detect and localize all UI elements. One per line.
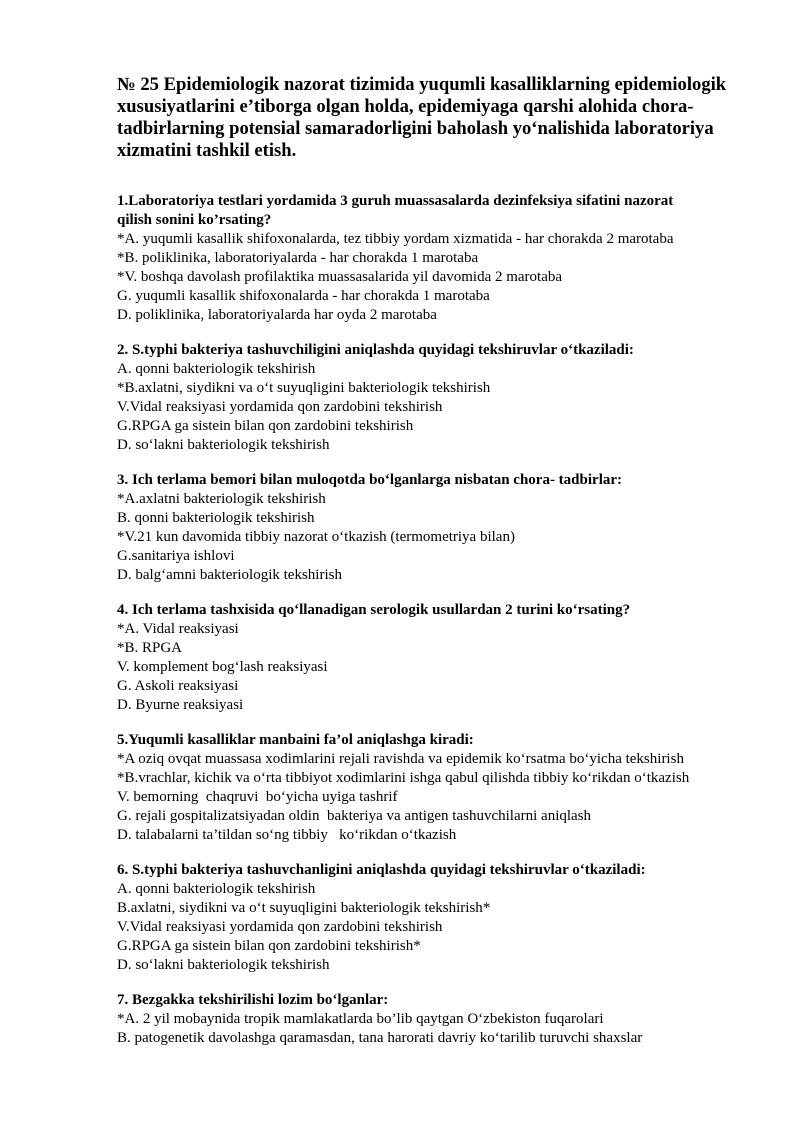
answer-options xyxy=(117,490,757,585)
answer-option: *A oziq ovqat muassasa xodimlarini rejali ravishda va epidemik ko‘rsatma bo‘yicha tekshirish xyxy=(117,751,684,767)
question-block xyxy=(117,731,757,845)
question-text: 6. S.typhi bakteriya tashuvchanligini aniqlashda quyidagi tekshiruvlar o‘tkaziladi: xyxy=(117,862,646,878)
question-block xyxy=(117,861,757,975)
answer-option: V.Vidal reaksiyasi yordamida qon zardobini tekshirish xyxy=(117,919,443,935)
answer-option: A. qonni bakteriologik tekshirish xyxy=(117,881,316,897)
answer-option: *B. RPGA xyxy=(117,640,183,656)
answer-option: D. poliklinika, laboratoriyalarda har oyda 2 marotaba xyxy=(117,307,437,323)
answer-options xyxy=(117,360,757,455)
question-block xyxy=(117,341,757,455)
question-text: 3. Ich terlama bemori bilan muloqotda bo‘lganlarga nisbatan chora- tadbirlar: xyxy=(117,472,623,488)
answer-option: B. patogenetik davolashga qaramasdan, tana harorati davriy ko‘tarilib turuvchi shaxslar xyxy=(117,1030,643,1046)
answer-option: A. qonni bakteriologik tekshirish xyxy=(117,361,316,377)
question-text: 7. Bezgakka tekshirilishi lozim bo‘lganlar: xyxy=(117,992,389,1008)
answer-option: V.Vidal reaksiyasi yordamida qon zardobini tekshirish xyxy=(117,399,443,415)
answer-options xyxy=(117,230,757,325)
question-block xyxy=(117,601,757,715)
answer-option: *V.21 kun davomida tibbiy nazorat o‘tkazish (termometriya bilan) xyxy=(117,529,515,545)
answer-option: *V. boshqa davolash profilaktika muassasalarida yil davomida 2 marotaba xyxy=(117,269,563,285)
answer-option: *A. yuqumli kasallik shifoxonalarda, tez tibbiy yordam xizmatida - har chorakda 2 marotaba xyxy=(117,231,674,247)
answer-option: G. Askoli reaksiyasi xyxy=(117,678,239,694)
answer-option: V. komplement bog‘lash reaksiyasi xyxy=(117,659,328,675)
answer-option: D. talabalarni ta’tildan so‘ng tibbiy ko‘rikdan o‘tkazish xyxy=(117,827,457,843)
question-list xyxy=(117,192,757,1048)
answer-option: *A. Vidal reaksiyasi xyxy=(117,621,239,637)
answer-option: *A.axlatni bakteriologik tekshirish xyxy=(117,491,326,507)
answer-option: *B.vrachlar, kichik va o‘rta tibbiyot xodimlarini ishga qabul qilishda tibbiy ko‘rikdan o‘tkazish xyxy=(117,770,690,786)
answer-options xyxy=(117,880,757,975)
answer-options xyxy=(117,750,757,845)
question-text: 1.Laboratoriya testlari yordamida 3 guruh muassasalarda dezinfeksiya sifatini nazorat qilish sonini ko’rsating? xyxy=(117,193,674,228)
answer-option: G.sanitariya ishlovi xyxy=(117,548,235,564)
answer-option: G. yuqumli kasallik shifoxonalarda - har chorakda 1 marotaba xyxy=(117,288,490,304)
document-title: № 25 Epidemiologik nazorat tizimida yuqumli kasalliklarning epidemiologik xususiyatlarini e’tiborga olgan holda, epidemiyaga qarshi alohida chora- tadbirlarning potensial samaradorligini baholash yo‘nalishida laboratoriya xizmatini tashkil etish. xyxy=(117,74,727,161)
question-block xyxy=(117,991,757,1048)
question-block xyxy=(117,471,757,585)
answer-option: *B. poliklinika, laboratoriyalarda - har chorakda 1 marotaba xyxy=(117,250,479,266)
answer-option: D. balg‘amni bakteriologik tekshirish xyxy=(117,567,342,583)
answer-option: G.RPGA ga sistein bilan qon zardobini tekshirish* xyxy=(117,938,421,954)
question-text: 2. S.typhi bakteriya tashuvchiligini aniqlashda quyidagi tekshiruvlar o‘tkaziladi: xyxy=(117,342,634,358)
answer-option: G. rejali gospitalizatsiyadan oldin bakteriya va antigen tashuvchilarni aniqlash xyxy=(117,808,592,824)
answer-option: B. qonni bakteriologik tekshirish xyxy=(117,510,315,526)
answer-option: G.RPGA ga sistein bilan qon zardobini tekshirish xyxy=(117,418,414,434)
document-page xyxy=(117,74,757,1064)
question-block xyxy=(117,192,757,325)
question-text: 5.Yuqumli kasalliklar manbaini fa’ol aniqlashga kiradi: xyxy=(117,732,474,748)
answer-option: B.axlatni, siydikni va o‘t suyuqligini bakteriologik tekshirish* xyxy=(117,900,491,916)
answer-option: V. bemorning chaqruvi bo‘yicha uyiga tashrif xyxy=(117,789,398,805)
answer-option: D. so‘lakni bakteriologik tekshirish xyxy=(117,957,330,973)
answer-option: *B.axlatni, siydikni va o‘t suyuqligini bakteriologik tekshirish xyxy=(117,380,491,396)
question-text: 4. Ich terlama tashxisida qo‘llanadigan serologik usullardan 2 turini ko‘rsating? xyxy=(117,602,631,618)
answer-options xyxy=(117,1010,757,1048)
answer-option: D. so‘lakni bakteriologik tekshirish xyxy=(117,437,330,453)
answer-options xyxy=(117,620,757,715)
answer-option: *A. 2 yil mobaynida tropik mamlakatlarda bo’lib qaytgan O‘zbekiston fuqarolari xyxy=(117,1011,604,1027)
answer-option: D. Byurne reaksiyasi xyxy=(117,697,244,713)
